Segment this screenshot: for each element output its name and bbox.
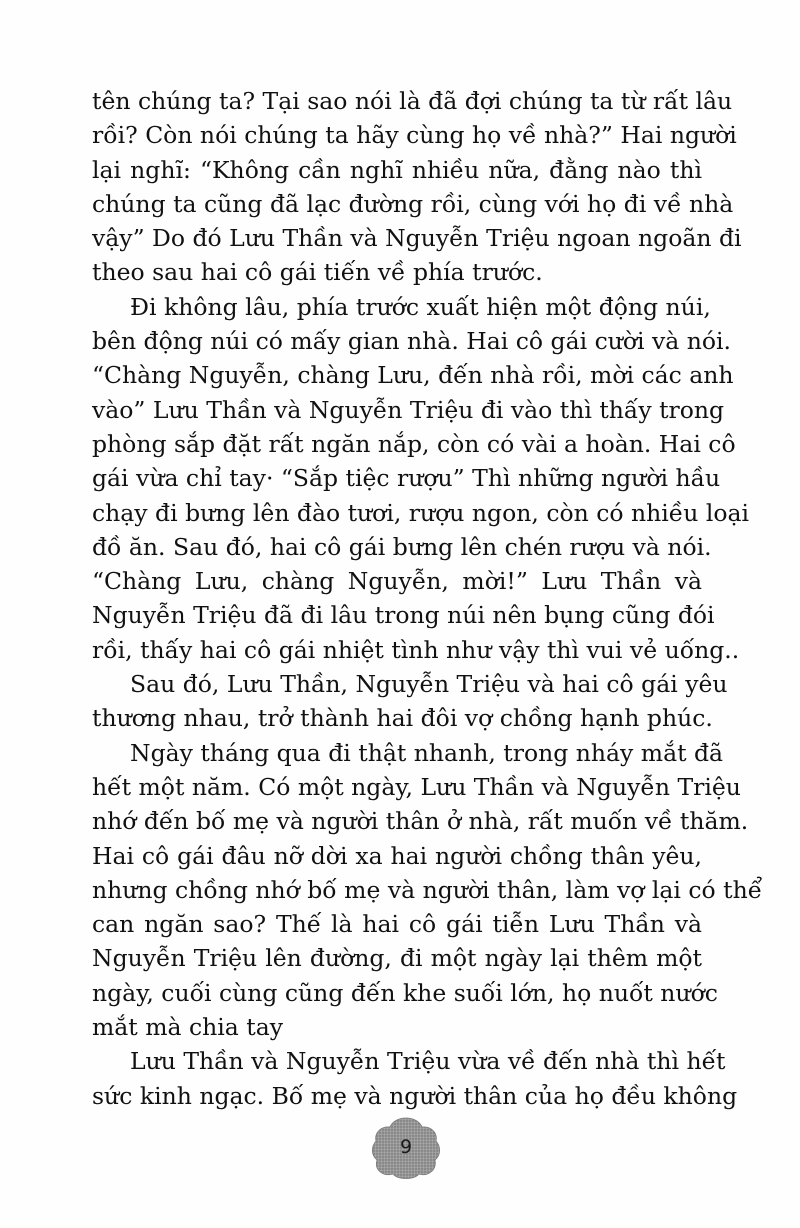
text-line: Nguyễn Triệu lên đường, đi một ngày lại thêm một: [92, 944, 702, 973]
text-line: nhưng chồng nhớ bố mẹ và người thân, làm vợ lại có thể: [92, 875, 763, 904]
text-line: vậy” Do đó Lưu Thần và Nguyễn Triệu ngoan ngoãn đi: [92, 224, 742, 253]
text-line: thương nhau, trở thành hai đôi vợ chồng hạnh phúc.: [92, 704, 713, 733]
text-line: rồi, thấy hai cô gái nhiệt tình như vậy thì vui vẻ uống..: [92, 635, 740, 664]
text-line: “Chàng Nguyễn, chàng Lưu, đến nhà rồi, mời các anh: [92, 361, 734, 390]
text-line: rồi? Còn nói chúng ta hãy cùng họ về nhà?” Hai người: [92, 121, 737, 150]
text-line: lại nghĩ: “Không cần nghĩ nhiều nữa, đằng nào thì: [92, 155, 702, 184]
text-line: sức kinh ngạc. Bố mẹ và người thân của họ đều không: [92, 1081, 738, 1110]
text-line: Lưu Thần và Nguyễn Triệu vừa về đến nhà thì hết: [130, 1047, 726, 1076]
page-number-badge: [370, 1114, 442, 1180]
text-line: chúng ta cũng đã lạc đường rồi, cùng với họ đi về nhà: [92, 189, 734, 218]
text-line: nhớ đến bố mẹ và người thân ở nhà, rất muốn về thăm.: [92, 807, 749, 836]
text-line: hết một năm. Có một ngày, Lưu Thần và Nguyễn Triệu: [92, 772, 741, 801]
text-line: mắt mà chia tay: [92, 1013, 283, 1042]
text-line: Ngày tháng qua đi thật nhanh, trong nháy mắt đã: [130, 738, 724, 767]
text-line: Hai cô gái đâu nỡ dời xa hai người chồng thân yêu,: [92, 841, 702, 870]
text-line: phòng sắp đặt rất ngăn nắp, còn có vài a hoàn. Hai cô: [92, 429, 736, 458]
text-line: tên chúng ta? Tại sao nói là đã đợi chúng ta từ rất lâu: [92, 87, 733, 115]
body-text: [92, 84, 763, 1113]
text-line: chạy đi bưng lên đào tươi, rượu ngon, còn có nhiều loại: [92, 498, 750, 527]
text-line: ngày, cuối cùng cũng đến khe suối lớn, họ nuốt nước: [92, 978, 718, 1007]
text-line: theo sau hai cô gái tiến về phía trước.: [92, 258, 543, 287]
text-line: Đi không lâu, phía trước xuất hiện một động núi,: [130, 292, 711, 321]
text-line: Nguyễn Triệu đã đi lâu trong núi nên bụng cũng đói: [92, 601, 715, 630]
text-line: vào” Lưu Thần và Nguyễn Triệu đi vào thì thấy trong: [92, 395, 725, 424]
text-line: Sau đó, Lưu Thần, Nguyễn Triệu và hai cô gái yêu: [130, 670, 728, 699]
text-line: đồ ăn. Sau đó, hai cô gái bưng lên chén rượu và nói.: [92, 532, 712, 561]
text-line: “Chàng Lưu, chàng Nguyễn, mời!” Lưu Thần và: [92, 567, 702, 596]
text-line: bên động núi có mấy gian nhà. Hai cô gái cười và nói.: [92, 327, 732, 356]
text-line: can ngăn sao? Thế là hai cô gái tiễn Lưu Thần và: [92, 910, 702, 939]
text-line: gái vừa chỉ tay· “Sắp tiệc rượu” Thì những người hầu: [92, 464, 721, 493]
page-number: 9: [399, 1136, 413, 1158]
